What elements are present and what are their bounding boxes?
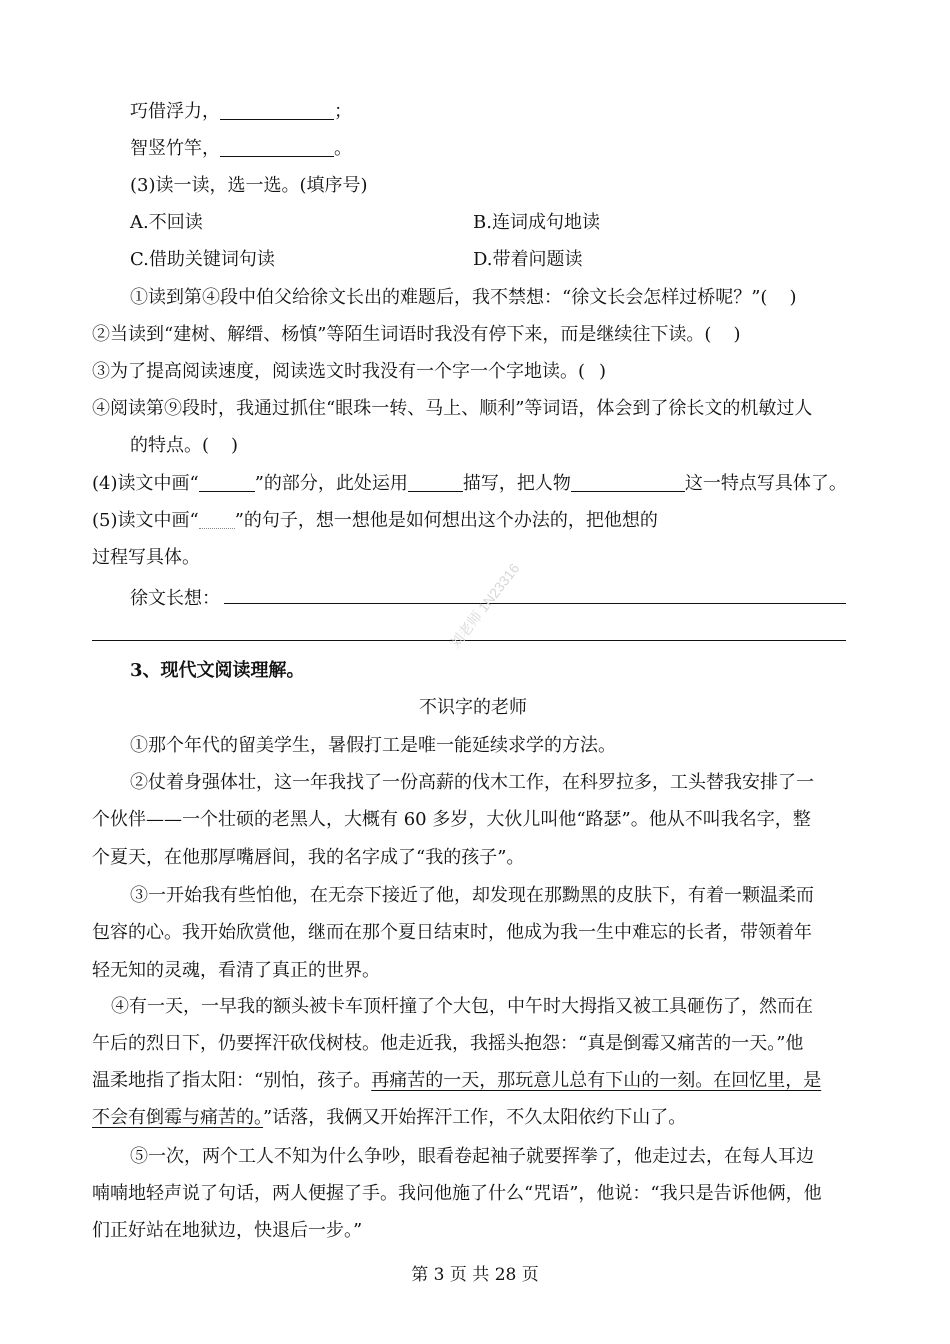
- fill-blank[interactable]: [199, 473, 255, 492]
- page-number: 第 3 页 共 28 页: [411, 1265, 539, 1285]
- question-item-1: ①读到第④段中伯父给徐文长出的难题后，我不禁想：“徐文长会怎样过桥呢？”( ): [130, 287, 797, 308]
- fill-blank[interactable]: [571, 473, 685, 492]
- answer-paren[interactable]: ): [231, 435, 239, 456]
- paragraph-4-line: 温柔地指了指太阳：“别怕，孩子。再痛苦的一天，那玩意儿总有下山的一刻。在回忆里，是: [92, 1070, 822, 1091]
- paragraph-5: ⑤一次，两个工人不知为什么争吵，眼看卷起袖子就要挥拳了，他走过去，在每人耳边: [130, 1146, 814, 1167]
- paragraph-3-line: 包容的心。我开始欣赏他，继而在那个夏日结束时，他成为我一生中难忘的长者，带领着年: [92, 922, 812, 943]
- paragraph-4-line: 不会有倒霉与痛苦的。”话落，我俩又开始挥汗工作，不久太阳依约下山了。: [92, 1107, 687, 1128]
- paragraph-5-line: 们正好站在地狱边，快退后一步。”: [92, 1220, 363, 1241]
- question-5: (5)读文中画“ ”的句子，想一想他是如何想出这个办法的，把他想的: [92, 510, 658, 531]
- answer-label: 徐文长想：: [130, 588, 220, 609]
- question-3-title: (3)读一读，选一选。(填序号): [130, 175, 368, 196]
- option-a: A.不回读: [130, 212, 203, 233]
- answer-paren[interactable]: ): [599, 361, 607, 382]
- question-item-4-cont: 的特点。( ): [130, 435, 239, 456]
- answer-line[interactable]: [224, 603, 846, 604]
- question-item-4: ④阅读第⑨段时，我通过抓住“眼珠一转、马上、顺利”等词语，体会到了徐长文的机敏过人: [92, 398, 813, 419]
- paragraph-3-line: 轻无知的灵魂，看清了真正的世界。: [92, 960, 380, 981]
- dotted-underline-marker: [199, 510, 235, 529]
- paragraph-5-line: 喃喃地轻声说了句话，两人便握了手。我问他施了什么“咒语”，他说：“我只是告诉他俩，他: [92, 1183, 822, 1204]
- question-item-3: ③为了提高阅读速度，阅读选文时我没有一个字一个字地读。( ): [92, 361, 607, 382]
- paragraph-3: ③一开始我有些怕他，在无奈下接近了他，却发现在那黝黑的皮肤下，有着一颗温柔而: [130, 885, 814, 906]
- paragraph-4: ④有一天，一早我的额头被卡车顶杆撞了个大包，中午时大拇指又被工具砸伤了，然而在: [111, 996, 813, 1017]
- paragraph-2: ②仗着身强体壮，这一年我找了一份高薪的伐木工作，在科罗拉多，工头替我安排了一: [130, 772, 814, 793]
- fill-blank[interactable]: [220, 101, 334, 120]
- paragraph-4-line: 午后的烈日下，仍要挥汗砍伐树枝。他走近我，我摇头抱怨：“真是倒霉又痛苦的一天。”他: [92, 1033, 804, 1054]
- fill-blank[interactable]: [220, 138, 334, 157]
- answer-paren[interactable]: ): [733, 324, 741, 345]
- option-c: C.借助关键词句读: [130, 249, 275, 270]
- underlined-sentence: 再痛苦的一天，那玩意儿总有下山的一刻。在回忆里，是: [371, 1070, 822, 1091]
- watermark: 刘老师 1N23316: [446, 560, 523, 652]
- paragraph-2-line: 个伙伴——一个壮硕的老黑人，大概有 60 多岁，大伙儿叫他“路瑟”。他从不叫我名字，整: [92, 809, 811, 830]
- option-b: B.连词成句地读: [473, 212, 600, 233]
- answer-line-float: 巧借浮力， ；: [130, 101, 352, 122]
- section-heading: 3、现代文阅读理解。: [130, 660, 305, 681]
- fill-blank[interactable]: [408, 473, 463, 492]
- article-title: 不识字的老师: [419, 697, 527, 718]
- option-d: D.带着问题读: [473, 249, 583, 270]
- answer-line-pole: 智竖竹竿， 。: [130, 138, 352, 159]
- paragraph-1: ①那个年代的留美学生，暑假打工是唯一能延续求学的方法。: [130, 735, 616, 756]
- paragraph-2-line: 个夏天，在他那厚嘴唇间，我的名字成了“我的孩子”。: [92, 847, 525, 868]
- answer-paren[interactable]: ): [789, 287, 797, 308]
- question-5-cont: 过程写具体。: [92, 547, 200, 568]
- underlined-sentence: 不会有倒霉与痛苦的。: [92, 1107, 263, 1128]
- question-item-2: ②当读到“建树、解缙、杨慎”等陌生词语时我没有停下来，而是继续往下读。( ): [92, 324, 741, 345]
- question-4: (4)读文中画“ ”的部分，此处运用 描写，把人物 这一特点写具体了。: [92, 473, 847, 494]
